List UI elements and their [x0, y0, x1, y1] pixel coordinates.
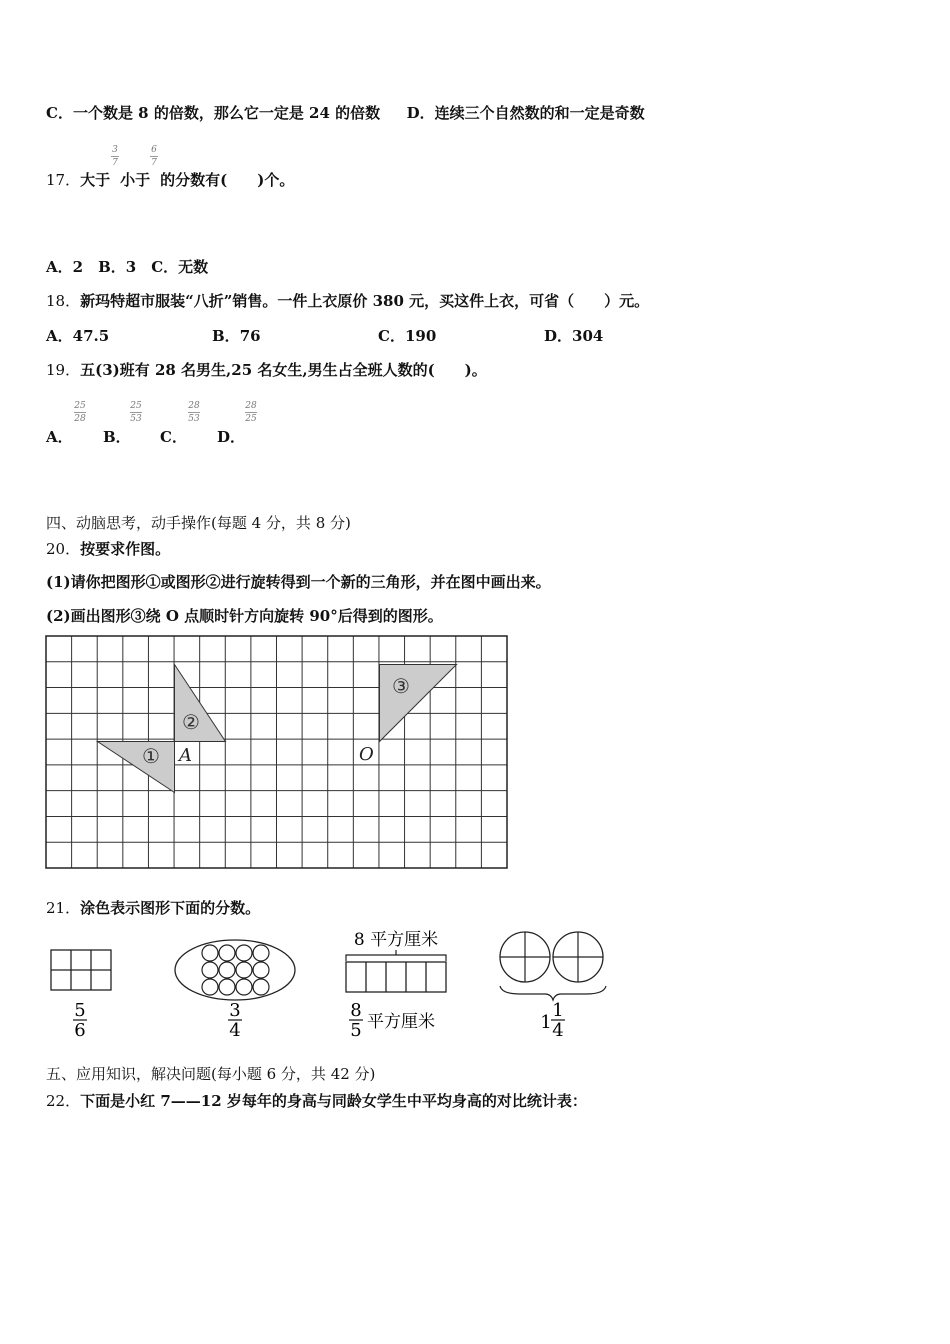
q17-stem — [46, 169, 294, 190]
q21-fig1-num: 5 — [74, 1000, 86, 1021]
q19-a-den: 28 — [74, 414, 86, 424]
q20-part2: (2)画出图形③绕 O 点顺时针方向旋转 90°后得到的图形。 — [46, 607, 443, 625]
small-circle — [219, 945, 235, 961]
q21-fig4-den: 4 — [552, 1020, 564, 1041]
q21-figures — [40, 924, 620, 1044]
small-circle — [253, 979, 269, 995]
q21-fig3-num: 8 — [350, 1000, 362, 1021]
q19-d-num: 28 — [245, 401, 257, 411]
q18-options — [46, 325, 666, 346]
q18-option-d-letter: D． — [544, 327, 573, 345]
small-circle — [202, 979, 218, 995]
q19-b-den: 53 — [130, 414, 142, 424]
q19-d-den: 25 — [245, 414, 257, 424]
q21-text: 涂色表示图形下面的分数。 — [80, 899, 261, 917]
q17-text-b: 小于 — [120, 171, 151, 189]
q18-option-a — [46, 325, 212, 346]
triangle-shape-1 — [98, 742, 175, 793]
q16-options — [46, 102, 645, 123]
q17-fraction-2 — [150, 145, 158, 168]
q17-frac1-num: 3 — [112, 145, 118, 155]
q19-stem — [46, 359, 487, 380]
q21-fig3-unit: 平方厘米 — [367, 1012, 435, 1032]
q17-frac2-den: 7 — [151, 158, 157, 168]
section-5-heading: 五、应用知识，解决问题(每小题 6 分，共 42 分) — [46, 1065, 376, 1083]
q17-fraction-1 — [111, 145, 119, 168]
q18-option-c — [378, 325, 544, 346]
shape-2-label: ② — [182, 710, 200, 734]
q19-option-d-fraction — [245, 401, 257, 424]
section-4-heading: 四、动脑思考，动手操作(每题 4 分，共 8 分) — [46, 514, 351, 532]
q18-option-a-letter: A． — [46, 327, 73, 345]
small-circle — [236, 945, 252, 961]
q21-ellipse-12-circles — [175, 940, 295, 1000]
q21-fig3-top-label: 8 平方厘米 — [353, 930, 439, 950]
q19-a-num: 25 — [74, 401, 86, 411]
q18-text: 新玛特超市服装“八折”销售。一件上衣原价 380 元，买这件上衣，可省（ ）元。 — [80, 292, 650, 310]
q16-option-c: C．一个数是 8 的倍数，那么它一定是 24 的倍数 — [46, 104, 381, 122]
q21-bar-5-parts — [346, 962, 446, 992]
q19-option-c-fraction — [188, 401, 200, 424]
q18-option-b-letter: B． — [212, 327, 240, 345]
q20-part1: (1)请你把图形①或图形②进行旋转得到一个新的三角形，并在图中画出来。 — [46, 573, 551, 591]
q19-option-c-letter: C． — [160, 428, 187, 446]
q20-text: 按要求作图。 — [80, 540, 171, 558]
q19-option-a-fraction — [74, 401, 86, 424]
q20-grid-figure — [44, 634, 510, 872]
q21-fig3-den: 5 — [350, 1020, 362, 1041]
q18-option-a-value: 47.5 — [72, 327, 110, 345]
small-circle — [253, 945, 269, 961]
q18-option-d-value: 304 — [572, 327, 604, 345]
q21-fig4-num: 1 — [552, 1000, 564, 1021]
q17-options: A．2 B．3 C．无数 — [46, 258, 209, 276]
q18-option-b-value: 76 — [239, 327, 261, 345]
q22-stem — [46, 1090, 587, 1111]
q19-text: 五(3)班有 28 名男生,25 名女生,男生占全班人数的( )。 — [80, 361, 487, 379]
q18-option-c-letter: C． — [378, 327, 405, 345]
q21-fig3-brace — [346, 950, 446, 961]
small-circle — [219, 962, 235, 978]
small-circle — [202, 962, 218, 978]
q19-option-d-letter: D． — [217, 428, 246, 446]
small-circle — [236, 979, 252, 995]
q21-two-quartered-circles — [500, 932, 603, 982]
shape-1-label: ① — [142, 744, 160, 768]
q17-text-c: 的分数有( )个。 — [160, 171, 295, 189]
q16-option-d: D．连续三个自然数的和一定是奇数 — [406, 104, 645, 122]
q21-fig2-num: 3 — [229, 1000, 241, 1021]
small-circle — [219, 979, 235, 995]
q18-option-c-value: 190 — [404, 327, 437, 345]
small-circle — [253, 962, 269, 978]
q21-fig2-den: 4 — [229, 1020, 241, 1041]
q17-text-a: 大于 — [80, 171, 111, 189]
q20-stem — [46, 538, 170, 559]
q19-number: 19． — [46, 361, 81, 379]
q17-number: 17． — [46, 171, 81, 189]
q20-number: 20． — [46, 540, 81, 558]
small-circle — [202, 945, 218, 961]
q19-option-b-letter: B． — [103, 428, 131, 446]
q21-fig4-brace — [500, 986, 606, 1000]
point-a-label: A — [179, 745, 192, 766]
q19-c-den: 53 — [188, 414, 200, 424]
q21-stem — [46, 897, 260, 918]
q21-fig4-whole: 1 — [540, 1012, 552, 1033]
q17-frac2-num: 6 — [151, 145, 157, 155]
q17-frac1-den: 7 — [112, 158, 118, 168]
point-o-label: O — [359, 744, 374, 765]
q18-option-d — [544, 325, 603, 346]
q21-number: 21． — [46, 899, 81, 917]
q22-number: 22． — [46, 1092, 81, 1110]
q18-option-b — [212, 325, 378, 346]
q19-option-a-letter: A． — [46, 428, 73, 446]
q18-stem — [46, 290, 649, 311]
q18-number: 18． — [46, 292, 81, 310]
q19-c-num: 28 — [188, 401, 200, 411]
shape-3-label: ③ — [392, 674, 410, 698]
q21-rectangle-6-parts — [51, 950, 111, 990]
q22-text: 下面是小红 7——12 岁每年的身高与同龄女学生中平均身高的对比统计表： — [80, 1092, 587, 1110]
small-circle — [236, 962, 252, 978]
q21-fig1-den: 6 — [74, 1020, 86, 1041]
q19-option-b-fraction — [130, 401, 142, 424]
q19-b-num: 25 — [130, 401, 142, 411]
